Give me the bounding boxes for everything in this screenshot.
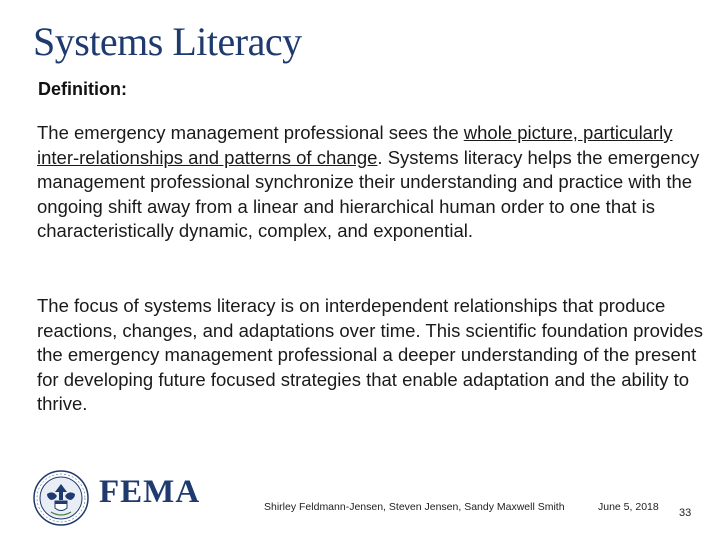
underlined-phrase: whole picture, particularly inter-relationships and patterns of change	[37, 122, 673, 168]
footer-authors: Shirley Feldmann-Jensen, Steven Jensen, Sandy Maxwell Smith	[264, 501, 565, 513]
dhs-seal-icon	[33, 470, 89, 526]
definition-label: Definition:	[38, 79, 127, 99]
paragraph-text-start: The emergency management professional sees the	[37, 122, 464, 143]
definition-paragraph	[37, 121, 707, 244]
fema-logo: FEMA	[99, 474, 201, 510]
paragraph-text-end: . Systems literacy helps the emergency management professional synchronize their understanding and practice with the ongoing shift away from a linear and hierarchical human order to one that is characteristically dynamic, complex, and exponential.	[37, 146, 700, 241]
footer-date: June 5, 2018	[598, 501, 659, 513]
slide-title: Systems Literacy	[33, 19, 302, 64]
page-number: 33	[679, 507, 692, 519]
focus-paragraph: The focus of systems literacy is on interdependent relationships that produce reactions, changes, and adaptations over time. This scientific foundation provides the emergency management professional a deeper understanding of the present for developing future focused strategies that enable adaptation and the ability to thrive.	[37, 295, 704, 414]
